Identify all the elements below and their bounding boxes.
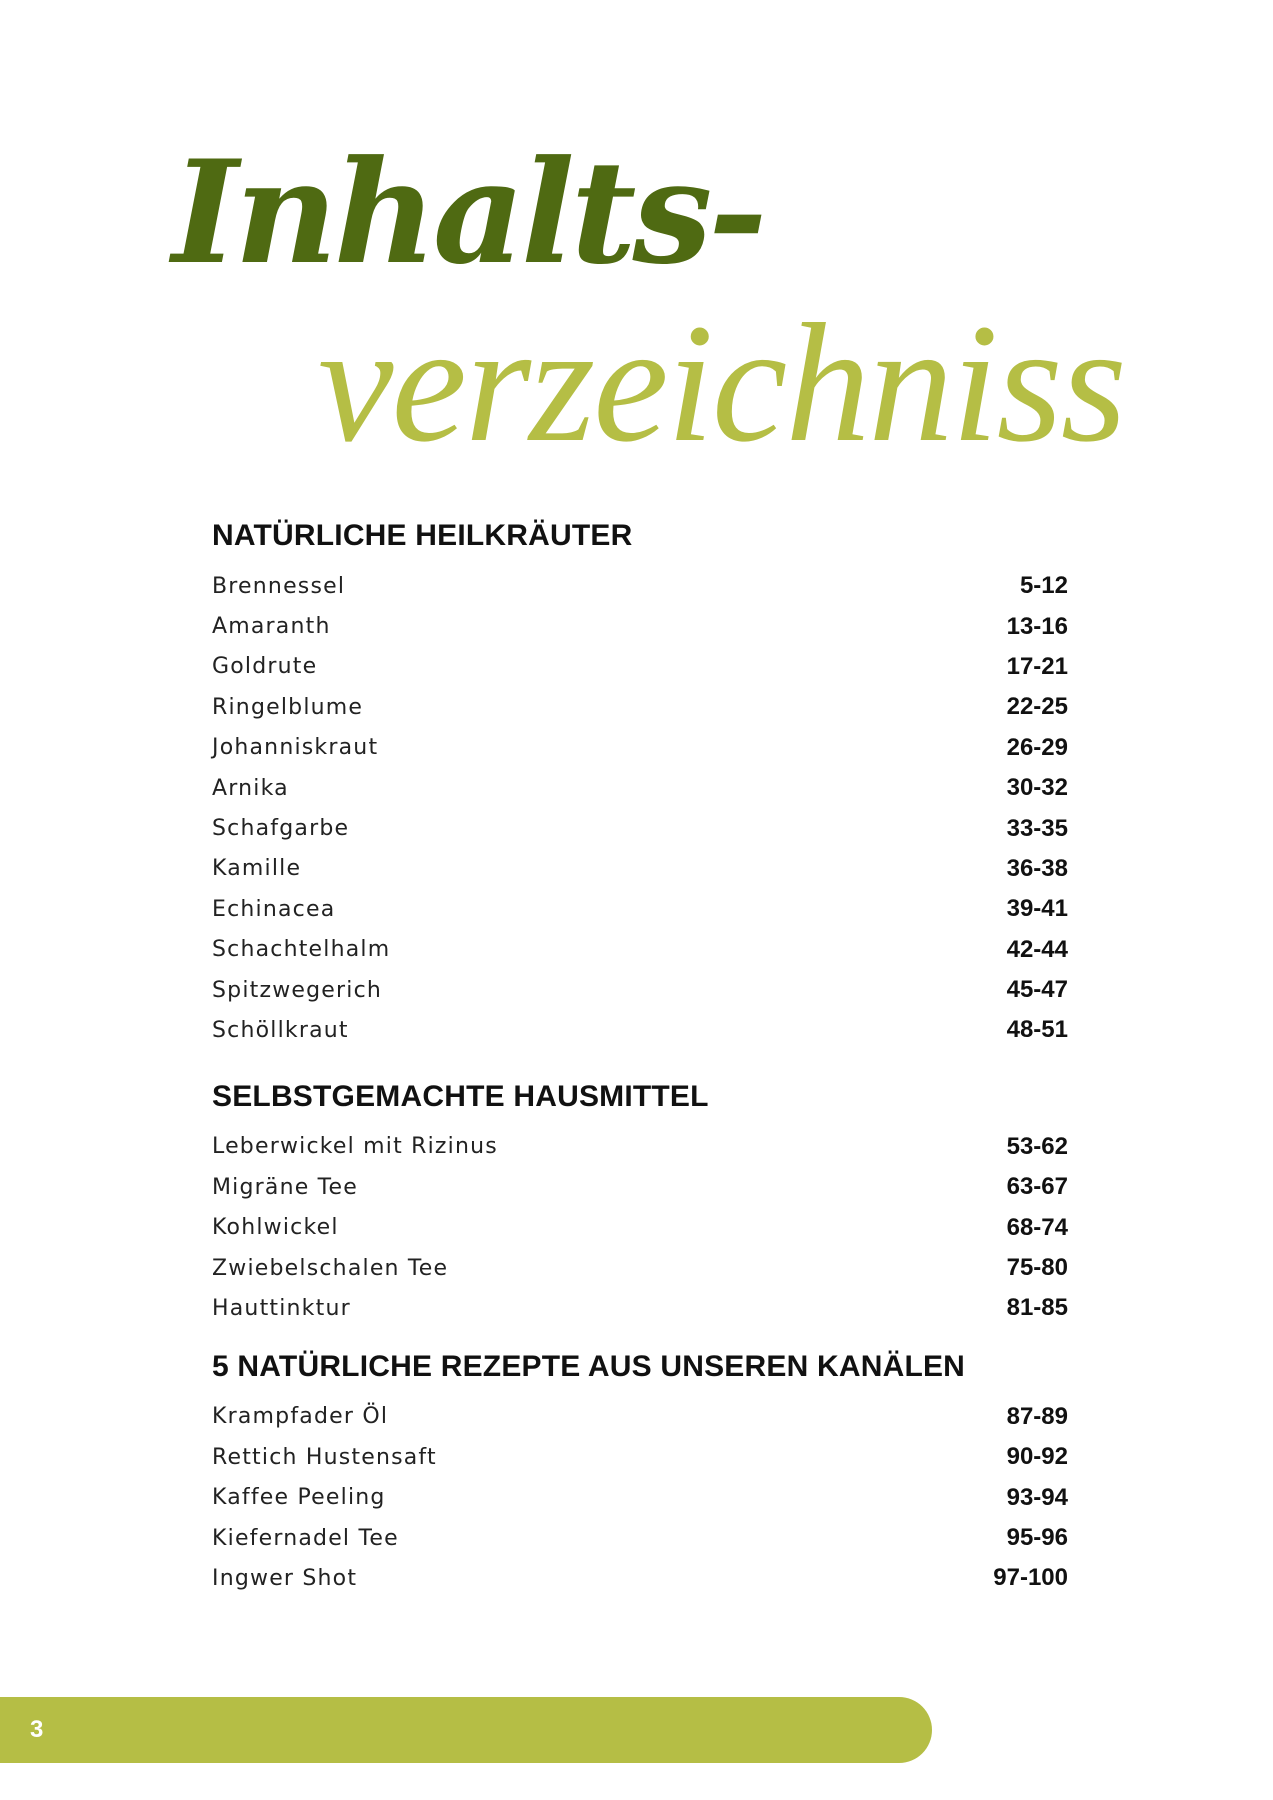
entry-pages: 22-25 [1006, 693, 1068, 721]
toc-entry[interactable] [212, 1477, 1068, 1517]
entry-label: Schafgarbe [212, 816, 350, 842]
toc-entry[interactable] [212, 1397, 1068, 1437]
entry-pages: 81-85 [1006, 1294, 1068, 1322]
entry-pages: 63-67 [1006, 1173, 1068, 1201]
entry-pages: 13-16 [1006, 612, 1068, 640]
entry-pages: 5-12 [1019, 572, 1068, 600]
entry-label: Rettich Hustensaft [212, 1444, 437, 1470]
toc-entry[interactable] [212, 1248, 1068, 1288]
section-rezepte [212, 1347, 1068, 1599]
entry-list [212, 1127, 1068, 1329]
toc-entry[interactable] [212, 849, 1068, 889]
toc-entry[interactable] [212, 1127, 1068, 1167]
entry-pages: 75-80 [1006, 1254, 1068, 1282]
entry-label: Spitzwegerich [212, 977, 383, 1003]
entry-pages: 42-44 [1006, 935, 1068, 963]
entry-label: Kiefernadel Tee [212, 1525, 399, 1551]
title-line-1: Inhalts- [172, 130, 764, 296]
entry-pages: 33-35 [1006, 814, 1068, 842]
entry-pages: 30-32 [1006, 774, 1068, 802]
entry-label: Ingwer Shot [212, 1565, 358, 1591]
toc-entry[interactable] [212, 1437, 1068, 1477]
entry-pages: 87-89 [1006, 1402, 1068, 1430]
toc-entry[interactable] [212, 930, 1068, 970]
title-line-2: verzeichniss [318, 289, 1125, 477]
entry-label: Schachtelhalm [212, 937, 391, 963]
entry-label: Ringelblume [212, 694, 364, 720]
footer-bar [0, 1697, 932, 1763]
entry-label: Leberwickel mit Rizinus [212, 1134, 498, 1160]
entry-label: Schöllkraut [212, 1017, 349, 1043]
table-of-contents [212, 516, 1068, 1599]
entry-pages: 36-38 [1006, 854, 1068, 882]
entry-label: Johanniskraut [212, 735, 379, 761]
page-number: 3 [30, 1716, 44, 1743]
toc-entry[interactable] [212, 566, 1068, 606]
toc-entry[interactable] [212, 1558, 1068, 1598]
entry-label: Brennessel [212, 573, 346, 599]
entry-pages: 39-41 [1006, 895, 1068, 923]
toc-entry[interactable] [212, 647, 1068, 687]
entry-pages: 26-29 [1006, 733, 1068, 761]
entry-label: Echinacea [212, 896, 336, 922]
entry-pages: 48-51 [1006, 1016, 1068, 1044]
entry-label: Arnika [212, 775, 289, 801]
entry-label: Migräne Tee [212, 1174, 359, 1200]
toc-entry[interactable] [212, 889, 1068, 929]
toc-entry[interactable] [212, 687, 1068, 727]
toc-entry[interactable] [212, 1207, 1068, 1247]
section-heading: SELBSTGEMACHTE HAUSMITTEL [212, 1079, 709, 1113]
toc-entry[interactable] [212, 1010, 1068, 1050]
toc-entry[interactable] [212, 970, 1068, 1010]
section-hausmittel [212, 1077, 1068, 1329]
toc-entry[interactable] [212, 728, 1068, 768]
entry-pages: 68-74 [1006, 1213, 1068, 1241]
entry-list [212, 1397, 1068, 1599]
entry-label: Kamille [212, 856, 302, 882]
entry-label: Zwiebelschalen Tee [212, 1255, 449, 1281]
toc-entry[interactable] [212, 1288, 1068, 1328]
toc-entry[interactable] [212, 768, 1068, 808]
entry-pages: 17-21 [1006, 652, 1068, 680]
entry-label: Hauttinktur [212, 1295, 351, 1321]
entry-label: Kohlwickel [212, 1215, 339, 1241]
entry-label: Goldrute [212, 654, 318, 680]
toc-entry[interactable] [212, 1518, 1068, 1558]
entry-pages: 90-92 [1006, 1443, 1068, 1471]
entry-label: Amaranth [212, 614, 331, 640]
entry-pages: 95-96 [1006, 1524, 1068, 1551]
section-heilkraeuter [212, 516, 1068, 1051]
entry-pages: 97-100 [993, 1564, 1068, 1592]
entry-pages: 93-94 [1006, 1483, 1068, 1511]
section-heading: NATÜRLICHE HEILKRÄUTER [212, 519, 633, 552]
toc-entry[interactable] [212, 1167, 1068, 1207]
toc-entry[interactable] [212, 606, 1068, 646]
entry-label: Kaffee Peeling [212, 1485, 386, 1511]
entry-label: Krampfader Öl [212, 1404, 389, 1430]
entry-pages: 53-62 [1006, 1132, 1068, 1160]
entry-list [212, 566, 1068, 1051]
entry-pages: 45-47 [1006, 976, 1068, 1004]
toc-entry[interactable] [212, 808, 1068, 848]
section-heading: 5 NATÜRLICHE REZEPTE AUS UNSEREN KANÄLEN [212, 1349, 966, 1383]
